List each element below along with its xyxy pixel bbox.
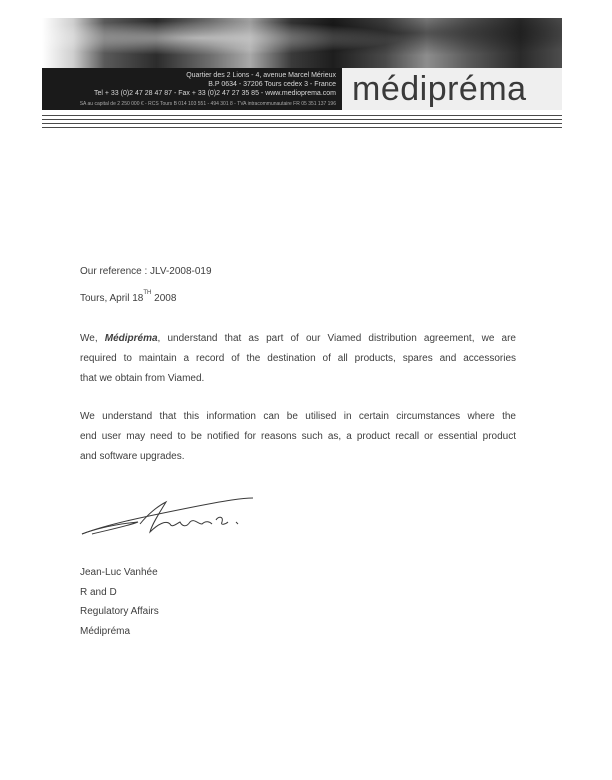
address-line: Quartier des 2 Lions - 4, avenue Marcel Mérieux [186,72,336,79]
logo-area [342,68,562,110]
letterhead [42,18,562,110]
address-line: B.P 0634 - 37206 Tours cedex 3 - France [208,81,336,88]
paragraph-agreement: We, Médipréma, understand that as part of our Viamed distribution agreement, we are required to maintain a record of the destination of all products, spares and accessories that we obtain from Viamed. [80,333,516,384]
address-block [42,68,342,110]
handwritten-signature [78,494,258,544]
date-line: Tours, April 18TH 2008 [80,290,177,304]
signatory-name: Jean-Luc Vanhée [80,567,158,578]
signatory-company: Médipréma [80,626,131,637]
paragraph-information-use: We understand that this information can be utilised in certain circumstances where the end user may need to be notified for reasons such as, a product recall or essential product and software upgrades. [80,411,516,462]
contact-line: Tel + 33 (0)2 47 28 47 87 - Fax + 33 (0)2 47 27 35 85 - www.medioprema.com [93,90,336,97]
header-rule [42,115,562,116]
company-registration-line: SA au capital de 2 250 000 € - RCS Tours B 014 103 551 - 494 301 8 - TVA intracommunautaire FR 05 351 137 196 [79,101,336,107]
header-rule [42,123,562,124]
company-logo: médipréma [352,70,527,108]
signatory-department: R and D [80,587,117,598]
company-name: Médipréma [104,333,158,344]
reference-line: Our reference : JLV-2008-019 [80,266,212,277]
signatory-title: Regulatory Affairs [80,606,159,617]
header-rule [42,127,562,128]
header-rule [42,119,562,120]
